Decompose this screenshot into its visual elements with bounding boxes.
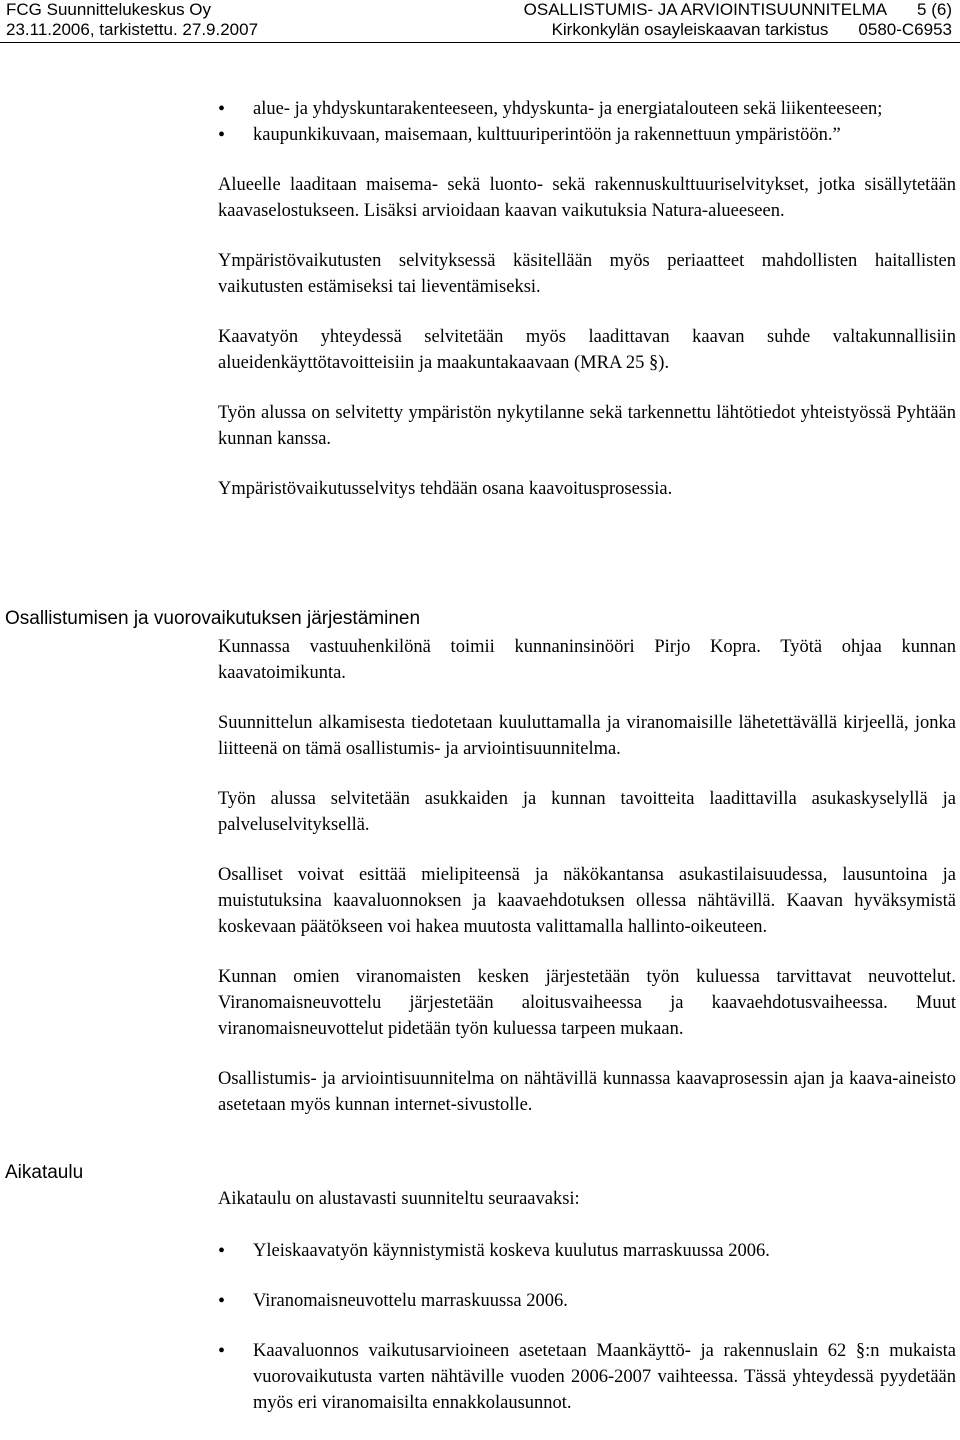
paragraph: Kunnassa vastuuhenkilönä toimii kunnaninsinööri Pirjo Kopra. Työtä ohjaa kunnan kaavatoimikunta.	[218, 637, 956, 683]
paragraph: Kunnan omien viranomaisten kesken järjestetään työn kuluessa tarvittavat neuvottelut. Viranomaisneuvottelu järjestetään aloitusvaiheessa ja kaavaehdotusvaiheessa. Muut viranomaisneuvottelut pidetään työn kuluessa tarpeen mukaan.	[218, 967, 956, 1039]
page-number: 5 (6)	[917, 0, 952, 19]
paragraph: Ympäristövaikutusselvitys tehdään osana kaavoitusprosessia.	[218, 479, 673, 499]
paragraph: Ympäristövaikutusten selvityksessä käsitellään myös periaatteet mahdollisten haitallisten vaikutusten estämiseksi tai lieventämiseksi.	[218, 251, 956, 297]
paragraph: Kaavatyön yhteydessä selvitetään myös laadittavan kaavan suhde valtakunnallisiin alueidenkäyttötavoitteisiin ja maakuntakaavaan (MRA 25 §).	[218, 327, 956, 373]
project-name: Kirkonkylän osayleiskaavan tarkistus	[551, 20, 829, 39]
paragraph: Suunnittelun alkamisesta tiedotetaan kuuluttamalla ja viranomaisille lähetettävällä kirjeellä, jonka liitteenä on tämä osallistumis- ja arviointisuunnitelma.	[218, 713, 956, 759]
paragraph: Alueelle laaditaan maisema- sekä luonto- sekä rakennuskulttuuriselvitykset, jotka sisällytetään kaavaselostukseen. Lisäksi arvioidaan kaavan vaikutuksia Natura-alueeseen.	[218, 175, 956, 221]
schedule-heading: Aikataulu	[5, 1162, 84, 1183]
header-right	[524, 0, 952, 40]
header-rule	[0, 42, 960, 43]
schedule-intro: Aikataulu on alustavasti suunniteltu seuraavaksi:	[218, 1189, 580, 1209]
schedule-bullet-list	[218, 1238, 956, 1416]
list-item: • Viranomaisneuvottelu marraskuussa 2006.	[218, 1288, 956, 1314]
schedule-section	[218, 1186, 956, 1440]
list-item: • Kaavaluonnos vaikutusarvioineen asetetaan Maankäyttö- ja rakennuslain 62 §:n mukaista vuorovaikutusta varten nähtäville vuoden 2006-2007 vaihteessa. Tässä yhteydessä pyydetään myös eri viranomaisilta ennakkolausunnot.	[218, 1338, 956, 1416]
header-left	[6, 0, 258, 40]
document-dates: 23.11.2006, tarkistettu. 27.9.2007	[6, 20, 259, 39]
impact-bullet-list	[218, 96, 956, 148]
list-item: • Yleiskaavatyön käynnistymistä koskeva kuulutus marraskuussa 2006.	[218, 1238, 956, 1264]
document-title: OSALLISTUMIS- JA ARVIOINTISUUNNITELMA	[523, 0, 888, 19]
participation-section	[218, 634, 956, 1142]
paragraph: Osalliset voivat esittää mielipiteensä ja näkökantansa asukastilaisuudessa, lausuntoina ja muistutuksina kaavaluonnoksen ja kaavaehdotuksen ollessa nähtävillä. Kaavan hyväksymistä koskevaan päätökseen voi hakea muutosta valittamalla hallinto-oikeuteen.	[218, 865, 956, 937]
paragraph: Työn alussa selvitetään asukkaiden ja kunnan tavoitteita laadittavilla asukaskyselyllä ja palveluselvityksellä.	[218, 789, 956, 835]
project-code: 0580-C6953	[858, 20, 952, 39]
list-item: • kaupunkikuvaan, maisemaan, kulttuuriperintöön ja rakennettuun ympäristöön.”	[218, 122, 956, 148]
paragraph: Työn alussa on selvitetty ympäristön nykytilanne sekä tarkennettu lähtötiedot yhteistyössä Pyhtään kunnan kanssa.	[218, 403, 956, 449]
participation-heading: Osallistumisen ja vuorovaikutuksen järjestäminen	[5, 608, 421, 629]
paragraph: Osallistumis- ja arviointisuunnitelma on nähtävillä kunnassa kaavaprosessin ajan ja kaava-aineisto asetetaan myös kunnan internet-sivustolle.	[218, 1069, 956, 1115]
company-name: FCG Suunnittelukeskus Oy	[6, 0, 212, 19]
environment-section	[218, 96, 956, 526]
list-item: • alue- ja yhdyskuntarakenteeseen, yhdyskunta- ja energiatalouteen sekä liikenteeseen;	[218, 96, 956, 122]
